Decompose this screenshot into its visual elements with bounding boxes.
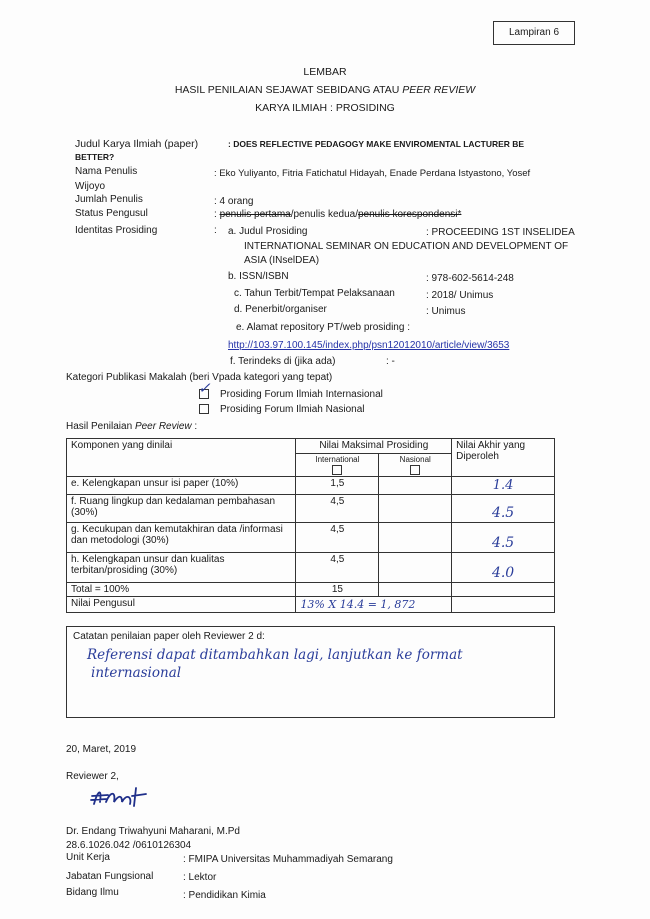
- nilai-pengusul-label: Nilai Pengusul: [67, 597, 296, 613]
- jabatan-value: : Lektor: [183, 872, 217, 883]
- header-max: Nilai Maksimal Prosiding: [296, 439, 452, 454]
- row-g-akhir: 4.5: [452, 523, 555, 553]
- prosiding-a-value3: ASIA (INselDEA): [244, 255, 320, 266]
- header-nas: Nasional: [379, 454, 452, 477]
- total-label: Total = 100%: [67, 583, 296, 597]
- checkbox-nas-col[interactable]: [410, 465, 420, 475]
- jabatan-label: Jabatan Fungsional: [66, 871, 154, 882]
- row-f-max: 4,5: [296, 495, 379, 523]
- row-e-label: e. Kelengkapan unsur isi paper (10%): [67, 477, 296, 495]
- row-h-max: 4,5: [296, 553, 379, 583]
- prosiding-f-label: f. Terindeks di (jika ada): [230, 356, 336, 367]
- date: 20, Maret, 2019: [66, 744, 137, 755]
- row-h-label: h. Kelengkapan unsur dan kualitas terbitan/prosiding (30%): [67, 553, 296, 583]
- prosiding-d-label: d. Penerbit/organiser: [234, 304, 327, 315]
- status-label: Status Pengusul: [75, 208, 148, 219]
- identitas-colon: :: [214, 225, 217, 236]
- penulis-label: Nama Penulis: [75, 166, 138, 177]
- catatan-box: [66, 626, 555, 718]
- judul-label: Judul Karya Ilmiah (paper): [75, 138, 199, 150]
- reviewer-title: Reviewer 2,: [66, 771, 119, 782]
- kategori-opt2: Prosiding Forum Ilmiah Nasional: [220, 404, 365, 415]
- prosiding-c-label: c. Tahun Terbit/Tempat Pelaksanaan: [234, 288, 395, 299]
- catatan-hand-line2: internasional: [91, 665, 182, 681]
- prosiding-b-label: b. ISSN/ISBN: [228, 271, 289, 282]
- score-table: [66, 438, 555, 613]
- status-value: : penulis pertama/penulis kedua/penulis korespondensi*: [214, 209, 462, 220]
- checkbox-internasional[interactable]: [198, 379, 211, 400]
- prosiding-a-value: : PROCEEDING 1ST INSELIDEA: [426, 227, 575, 238]
- hasil-label: Hasil Penilaian Peer Review :: [66, 421, 198, 432]
- row-h-akhir: 4.0: [452, 553, 555, 583]
- bidang-label: Bidang Ilmu: [66, 887, 119, 898]
- prosiding-a-label: a. Judul Prosiding: [228, 226, 308, 237]
- bidang-value: : Pendidikan Kimia: [183, 890, 266, 901]
- prosiding-c-value: : 2018/ Unimus: [426, 290, 494, 301]
- catatan-hand-line1: Referensi dapat ditambahkan lagi, lanjutkan ke format: [87, 647, 463, 663]
- checkbox-nasional[interactable]: [199, 404, 209, 415]
- header-intl: International: [296, 454, 379, 477]
- unit-label: Unit Kerja: [66, 852, 110, 863]
- row-e-max: 1,5: [296, 477, 379, 495]
- penulis-value: : Eko Yuliyanto, Fitria Fatichatul Hidayah, Enade Perdana Istyastono, Yosef: [214, 168, 531, 179]
- prosiding-b-value: : 978-602-5614-248: [426, 273, 514, 284]
- title-line1: LEMBAR: [303, 66, 347, 78]
- row-e-akhir: 1.4: [452, 477, 555, 495]
- nilai-pengusul-value: 13% X 14.4 = 1, 872: [296, 597, 452, 613]
- checkbox-intl-col[interactable]: [332, 465, 342, 475]
- judul-value: : DOES REFLECTIVE PEDAGOGY MAKE ENVIROMENTAL LACTURER BE: [228, 139, 525, 149]
- jumlah-label: Jumlah Penulis: [75, 194, 143, 205]
- kategori-label: Kategori Publikasi Makalah (beri Vpada kategori yang tepat): [66, 372, 333, 383]
- penulis-value2: Wijoyo: [75, 181, 106, 192]
- row-g-max: 4,5: [296, 523, 379, 553]
- identitas-label: Identitas Prosiding: [75, 225, 158, 236]
- title-line2: HASIL PENILAIAN SEJAWAT SEBIDANG ATAU PEER REVIEW: [174, 84, 476, 96]
- signature: [88, 782, 168, 812]
- total-max: 15: [296, 583, 379, 597]
- header-akhir: Nilai Akhir yang Diperoleh: [452, 439, 555, 477]
- catatan-label: Catatan penilaian paper oleh Reviewer 2 d:: [73, 631, 265, 642]
- reviewer-name: Dr. Endang Triwahyuni Maharani, M.Pd: [66, 826, 240, 837]
- row-f-label: f. Ruang lingkup dan kedalaman pembahasan (30%): [67, 495, 296, 523]
- row-f-akhir: 4.5: [452, 495, 555, 523]
- lampiran-box: Lampiran 6: [493, 21, 575, 45]
- prosiding-e-label: e. Alamat repository PT/web prosiding :: [236, 322, 410, 333]
- repository-link[interactable]: http://103.97.100.145/index.php/psn12012010/article/view/3653: [228, 340, 510, 351]
- row-g-label: g. Kecukupan dan kemutakhiran data /informasi dan metodologi (30%): [67, 523, 296, 553]
- prosiding-d-value: : Unimus: [426, 306, 466, 317]
- kategori-opt1: Prosiding Forum Ilmiah Internasional: [220, 389, 383, 400]
- title-line3: KARYA ILMIAH : PROSIDING: [255, 102, 395, 114]
- check-mark: ✓: [198, 379, 211, 397]
- unit-value: : FMIPA Universitas Muhammadiyah Semarang: [183, 854, 393, 865]
- prosiding-f-value: : -: [386, 356, 395, 367]
- header-komponen: Komponen yang dinilai: [67, 439, 296, 477]
- prosiding-a-value2: INTERNATIONAL SEMINAR ON EDUCATION AND DEVELOPMENT OF: [244, 241, 569, 252]
- judul-value2: BETTER?: [75, 152, 115, 162]
- jumlah-value: : 4 orang: [214, 196, 254, 207]
- reviewer-nip: 28.6.1026.042 /0610126304: [66, 840, 192, 851]
